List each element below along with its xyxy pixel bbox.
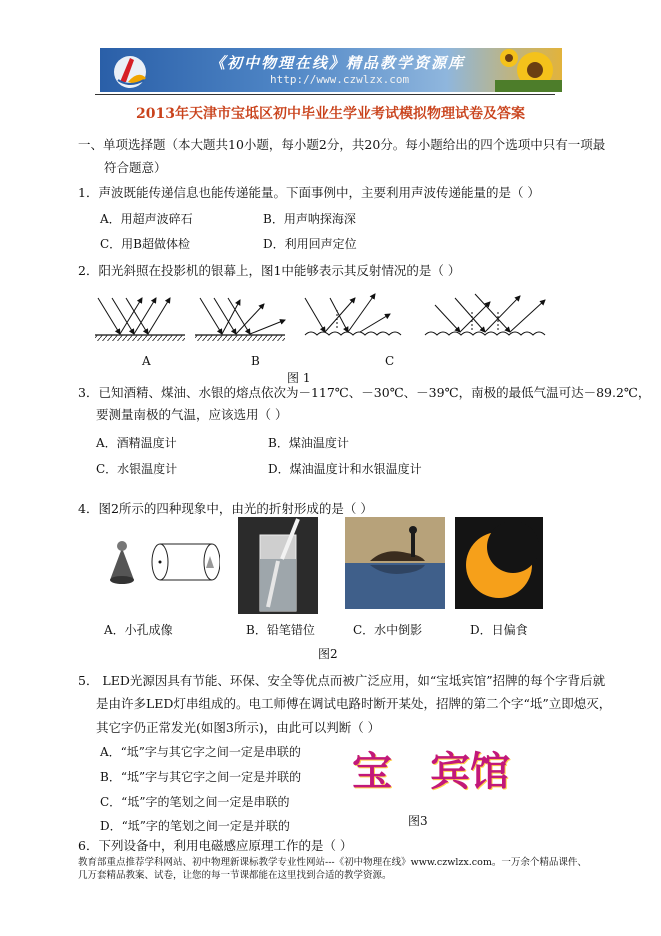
section-heading: 一、单项选择题（本大题共10小题，每小题2分，共20分。每小题给出的四个选项中只有一项最 (78, 137, 606, 152)
site-logo-icon (108, 52, 168, 90)
figure-1-diagram-a (95, 298, 185, 341)
q1-option-c[interactable]: C．用B超做体检 (100, 237, 191, 251)
question-4-stem: 4．图2所示的四种现象中，由光的折射形成的是（ ） (78, 501, 373, 516)
header-divider (95, 94, 555, 95)
question-5-stem-cont2: 其它字仍正常发光(如图3所示)，由此可以判断（ ） (96, 720, 381, 735)
header-banner (100, 48, 562, 92)
banner-title: 《初中物理在线》精品教学资源库 (210, 54, 466, 72)
question-5-stem: 5． LED光源因具有节能、环保、安全等优点而被广泛应用，如“宝坻宾馆”招牌的每个字背后就 (78, 673, 606, 688)
question-1-stem: 1．声波既能传递信息也能传递能量。下面事例中，主要利用声波传递能量的是（ ） (78, 185, 540, 200)
q3-option-d[interactable]: D．煤油温度计和水银温度计 (268, 462, 422, 476)
q1-option-d[interactable]: D．利用回声定位 (263, 237, 357, 251)
document-title: 2013年天津市宝坻区初中毕业生学业考试模拟物理试卷及答案 (136, 106, 525, 122)
figure-1-caption: 图 1 (287, 371, 311, 385)
q5-option-b[interactable]: B．“坻”字与其它字之间一定是并联的 (100, 770, 302, 784)
q5-option-c[interactable]: C．“坻”字的笔划之间一定是串联的 (100, 795, 290, 809)
figure-1-label-a: A (142, 354, 151, 368)
question-2-stem: 2．阳光斜照在投影机的银幕上，图1中能够表示其反射情况的是（ ） (78, 263, 461, 278)
figure-1-reflection (90, 290, 560, 360)
q4-option-a[interactable]: A．小孔成像 (104, 623, 173, 637)
q4-option-c[interactable]: C．水中倒影 (353, 623, 423, 637)
partial-eclipse-image (455, 517, 543, 609)
figure-1-label-b: B (251, 354, 260, 368)
pencil-in-water-image (238, 517, 318, 614)
sunflower-image (495, 48, 562, 92)
q1-option-a[interactable]: A．用超声波碎石 (100, 212, 193, 226)
footer-line-1: 教育部重点推荐学科网站、初中物理新课标教学专业性网站---《初中物理在线》www.czwlzx.com。一万余个精品课件、 (78, 857, 587, 868)
goose-reflection-image (345, 517, 445, 609)
q5-option-d[interactable]: D．“坻”字的笔划之间一定是并联的 (100, 819, 290, 833)
question-3-stem-cont: 要测量南极的气温，应该选用（ ） (96, 407, 288, 422)
sign-char-guan: 馆 (470, 749, 510, 795)
q5-option-a[interactable]: A．“坻”字与其它字之间一定是串联的 (100, 745, 301, 759)
sign-char-bin: 宾 (430, 749, 470, 795)
section-heading-cont: 符合题意） (104, 160, 167, 175)
q4-option-d[interactable]: D．日偏食 (470, 623, 528, 637)
figure-1-label-c: C (385, 354, 395, 368)
q3-option-c[interactable]: C．水银温度计 (96, 462, 178, 476)
q3-option-a[interactable]: A．酒精温度计 (96, 436, 177, 450)
figure-2-caption: 图2 (318, 647, 338, 661)
sign-char-bao: 宝 (352, 749, 392, 795)
figure-1-diagram-b (195, 298, 285, 341)
figure-3-caption: 图3 (408, 814, 428, 828)
q3-option-b[interactable]: B．煤油温度计 (268, 436, 349, 450)
q1-option-b[interactable]: B．用声呐探海深 (263, 212, 356, 226)
figure-1-diagram-d (425, 294, 545, 335)
figure-1-diagram-c (305, 294, 401, 335)
question-6-stem: 6．下列设备中，利用电磁感应原理工作的是（ ） (78, 838, 353, 853)
question-5-stem-cont1: 是由许多LED灯串组成的。电工师傅在调试电路时断开某处，招牌的第二个字“坻”立即熄灭， (96, 696, 612, 711)
banner-url[interactable]: http://www.czwlzx.com (270, 73, 410, 86)
footer-line-2: 几万套精品教案、试卷，让您的每一节课都能在这里找到合适的教学资源。 (78, 870, 392, 881)
q4-option-b[interactable]: B．铅笔错位 (246, 623, 315, 637)
question-3-stem: 3．已知酒精、煤油、水银的熔点依次为－117℃、－30℃、－39℃，南极的最低气温可达－89.2℃， (78, 385, 651, 400)
pinhole-camera-image (100, 530, 220, 590)
